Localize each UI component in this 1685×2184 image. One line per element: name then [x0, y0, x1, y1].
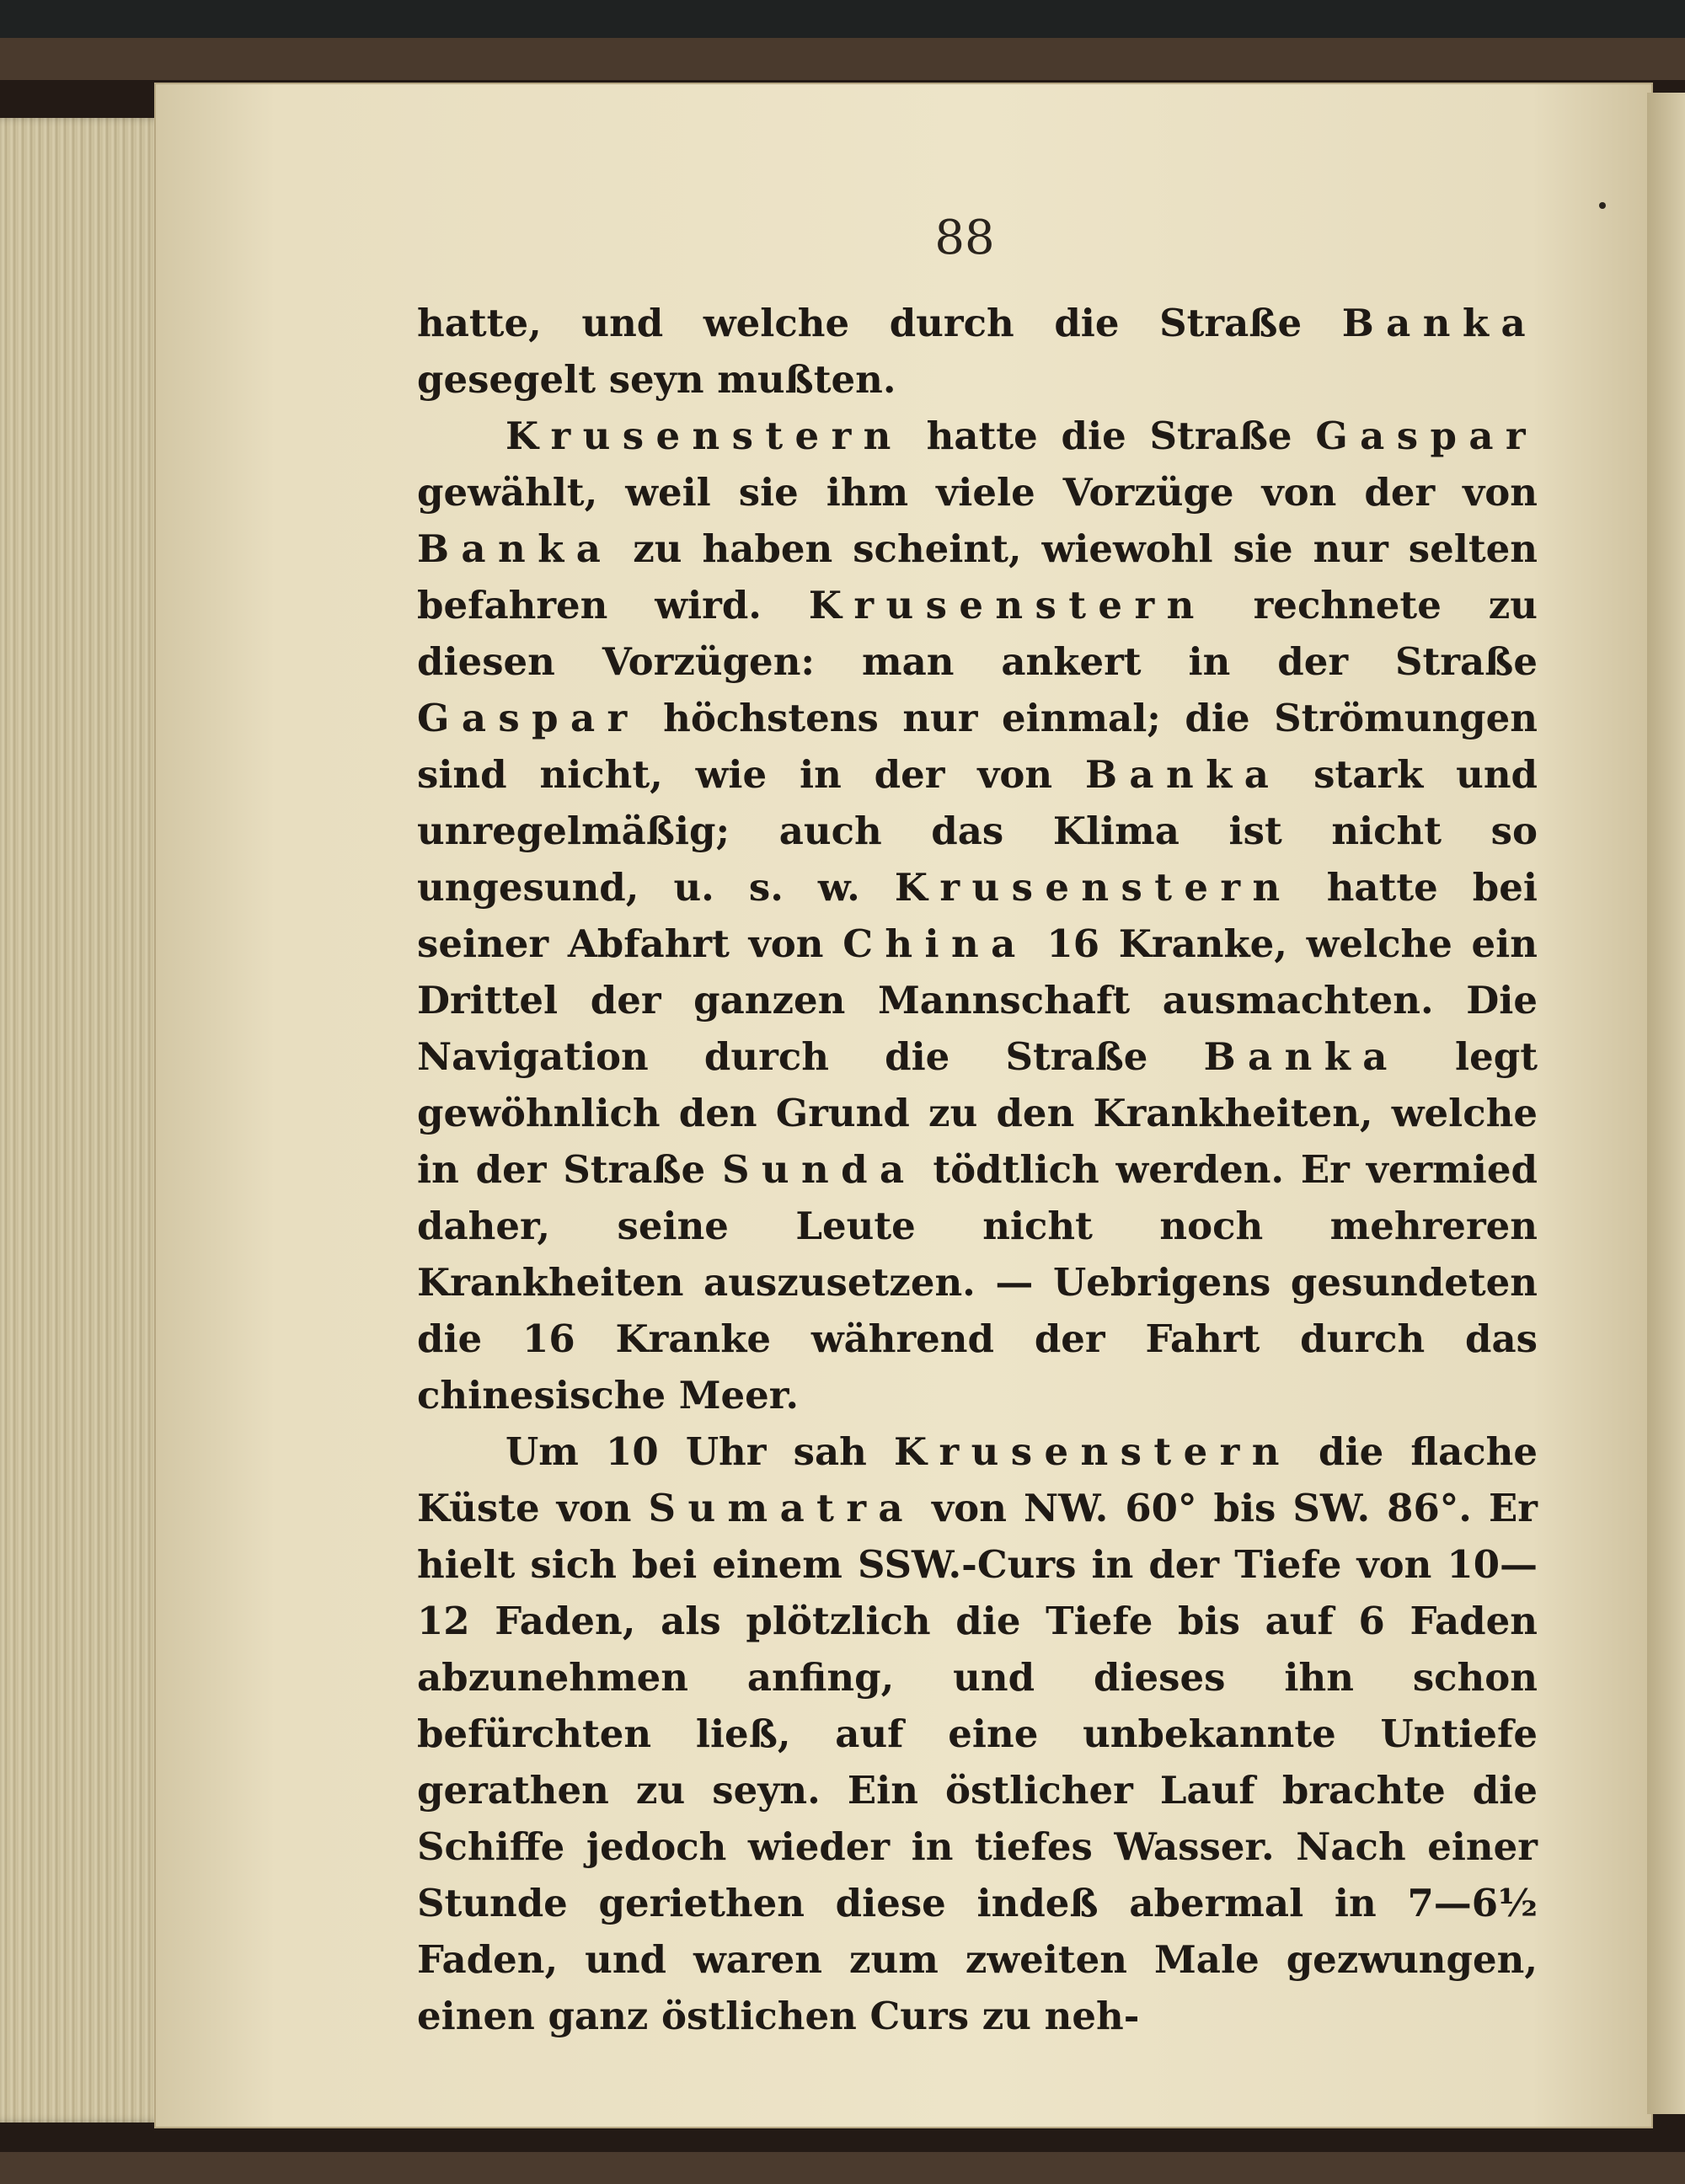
- spaced-name: Gaspar: [417, 696, 639, 740]
- text-run: stark und unregelmäßig; auch das Klima ist nicht so ungesund, u. s. w.: [417, 752, 1538, 910]
- spaced-name: Banka: [1203, 1034, 1399, 1079]
- spaced-name: Krusenstern: [894, 865, 1292, 910]
- text-run: 16 Kranke, welche ein Drittel der ganzen Mannschaft ausmachten. Die Navigation durch die Straße: [417, 921, 1538, 1079]
- paragraph-2: [417, 408, 1538, 1423]
- spaced-name: Gaspar: [1315, 414, 1538, 458]
- text-run: gesegelt seyn mußten.: [417, 357, 896, 402]
- text-run: hatte die Straße: [902, 414, 1316, 458]
- spaced-name: Krusenstern: [894, 1429, 1292, 1474]
- spaced-name: Banka: [1085, 752, 1281, 797]
- text-run: zu haben scheint, wiewohl sie nur selten befahren wird.: [417, 526, 1538, 627]
- paragraph-3: [417, 1423, 1538, 2044]
- text-run: höchstens nur einmal; die Strömungen sind nicht, wie in der von: [417, 696, 1538, 797]
- spaced-name: Krusenstern: [808, 583, 1206, 627]
- text-run: die flache Küste von: [417, 1429, 1538, 1530]
- spaced-name: Krusenstern: [506, 414, 903, 458]
- page-edges-stack: [0, 118, 177, 2123]
- text-run: rechnete zu diesen Vorzügen: man ankert in der Straße: [417, 583, 1538, 684]
- spaced-name: Banka: [1341, 301, 1538, 345]
- paragraph-1: [417, 295, 1538, 408]
- text-run: hatte, und welche durch die Straße: [417, 301, 1342, 345]
- spaced-name: Sunda: [722, 1147, 917, 1192]
- spaced-name: China: [842, 921, 1028, 966]
- text-run: von NW. 60° bis SW. 86°. Er hielt sich bei einem SSW.-Curs in der Tiefe von 10—12 Faden, als plötzlich die Tiefe bis auf 6 Faden abzunehmen anfing, und dieses ihn schon befürchten ließ, auf eine unbekannte Untiefe gerathen zu seyn. Ein östlicher Lauf brachte die Schiffe jedoch wieder in tiefes Wasser. Nach einer Stunde geriethen diese indeß abermal in 7—6½ Faden, und waren zum zweiten Male gezwungen, einen ganz östlichen Curs zu neh-: [417, 1486, 1538, 2038]
- right-page-leaf: [1647, 93, 1685, 2114]
- text-run: gewählt, weil sie ihm viele Vorzüge von der von: [417, 470, 1538, 515]
- body-text: [417, 295, 1538, 2044]
- page-number: 88: [934, 211, 995, 265]
- text-run: Um 10 Uhr sah: [506, 1429, 895, 1474]
- text-run: hatte bei seiner Abfahrt von: [417, 865, 1538, 966]
- text-run: legt gewöhnlich den Grund zu den Krankheiten, welche in der Straße: [417, 1034, 1538, 1192]
- ink-speck: [1599, 202, 1606, 209]
- spaced-name: Sumatra: [648, 1486, 915, 1530]
- spaced-name: Banka: [417, 526, 613, 571]
- text-run: tödtlich werden. Er vermied daher, seine Leute nicht noch mehreren Krankheiten auszusetzen. — Uebrigens gesundeten die 16 Kranke während der Fahrt durch das chinesische Meer.: [417, 1147, 1538, 1418]
